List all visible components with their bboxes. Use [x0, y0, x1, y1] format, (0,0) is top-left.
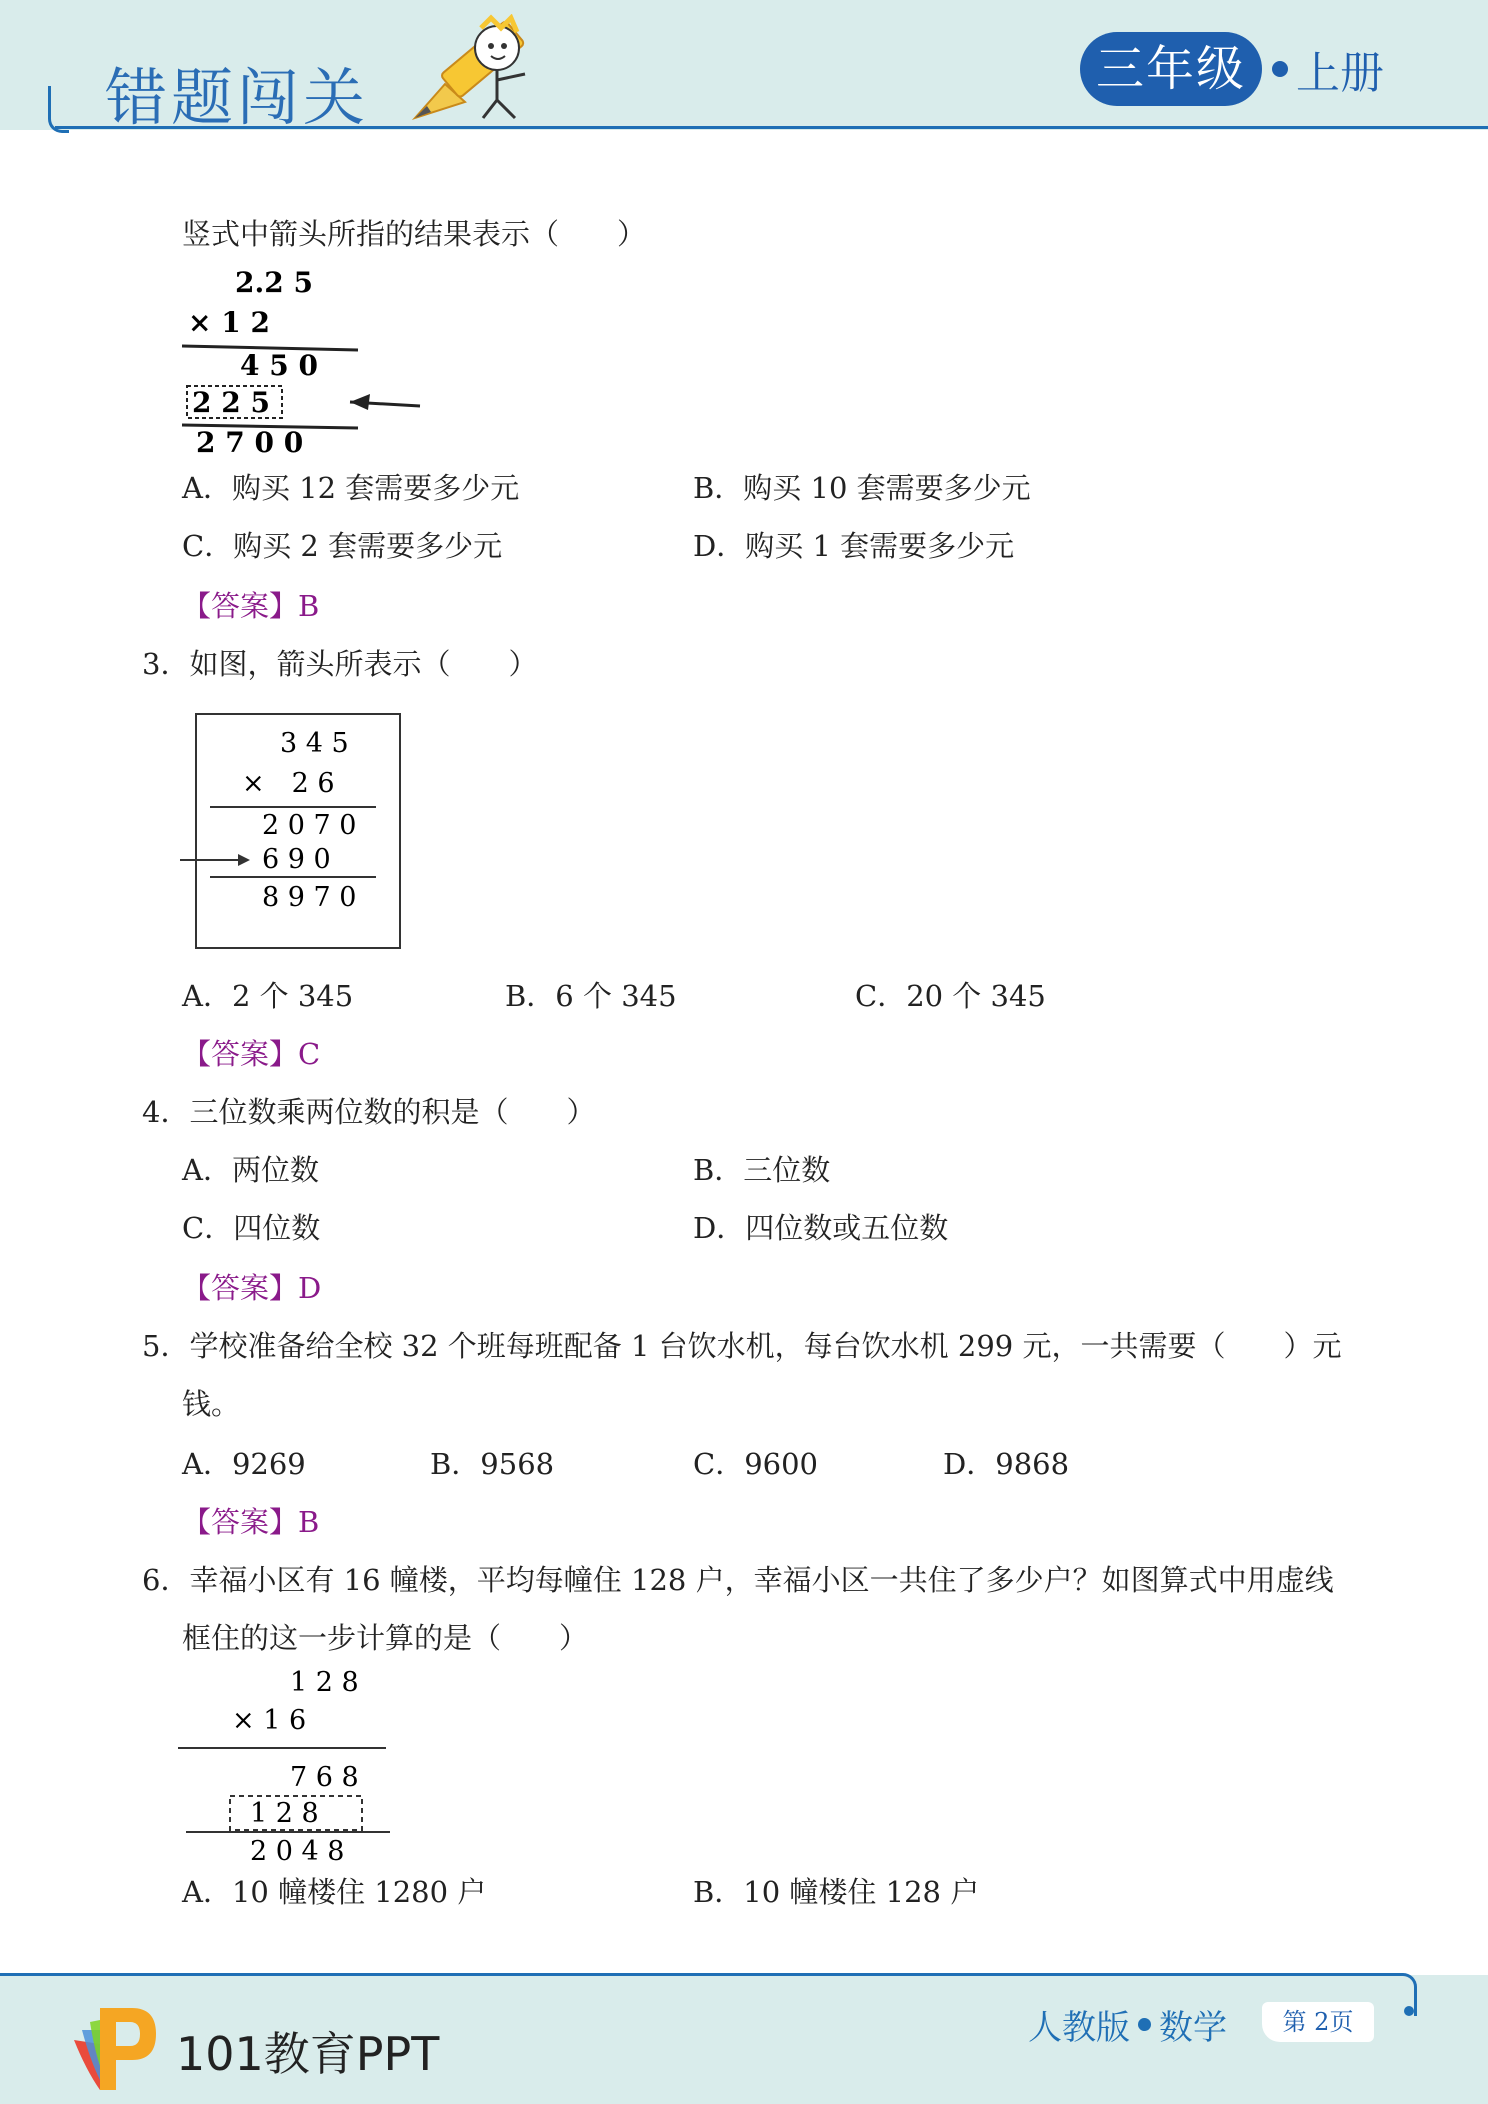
calc-row: 3 4 5	[280, 728, 349, 759]
q5-stem-line2: 钱。	[182, 1387, 241, 1421]
calc-row: 1 2 8	[290, 1667, 359, 1698]
calc-row: × 2 6	[242, 768, 335, 799]
brand-name: 101教育PPT	[176, 2027, 440, 2081]
q2-stem: 竖式中箭头所指的结果表示（ ）	[182, 217, 647, 251]
calc-row: 2 7 0 0	[196, 426, 304, 459]
subject-name: 数学	[1159, 2008, 1227, 2048]
calc-row: 1 2 8	[250, 1798, 319, 1829]
q4-option-b: B．三位数	[693, 1153, 831, 1187]
q6-option-a: A．10 幢楼住 1280 户	[182, 1875, 487, 1909]
calc-row: 6 9 0	[262, 844, 331, 875]
q4-option-d: D．四位数或五位数	[693, 1211, 949, 1245]
q2-option-c: C．购买 2 套需要多少元	[182, 529, 503, 563]
q4-stem: 4．三位数乘两位数的积是（ ）	[142, 1095, 596, 1129]
q3-option-a: A．2 个 345	[182, 979, 354, 1013]
q4-option-a: A．两位数	[182, 1153, 319, 1187]
calc-row: × 1 2	[188, 306, 270, 339]
q3-option-c: C．20 个 345	[855, 979, 1046, 1013]
separator-dot-icon	[1272, 61, 1288, 77]
grade-badge	[1080, 32, 1384, 106]
q6-vertical-calc	[176, 1664, 406, 1878]
q3-stem: 3．如图，箭头所表示（ ）	[142, 647, 538, 681]
q3-vertical-calc	[180, 712, 410, 956]
calc-row: 7 6 8	[290, 1762, 359, 1793]
edition-label	[1028, 2000, 1227, 2049]
calc-row: 4 5 0	[240, 349, 318, 382]
grade-label: 三年级	[1080, 32, 1262, 106]
q2-answer: 【答案】B	[182, 589, 320, 623]
q4-answer: 【答案】D	[182, 1271, 322, 1305]
q5-option-d: D．9868	[943, 1447, 1070, 1481]
q4-option-c: C．四位数	[182, 1211, 321, 1245]
header-title: 错题闯关	[105, 61, 370, 134]
q6-stem-line2: 框住的这一步计算的是（ ）	[182, 1621, 589, 1655]
footer-dot-icon	[1404, 2006, 1414, 2016]
brand-logo-icon	[70, 2000, 160, 2094]
calc-row: 8 9 7 0	[262, 882, 357, 913]
q6-option-b: B．10 幢楼住 128 户	[693, 1875, 980, 1909]
separator-dot-icon	[1138, 2018, 1151, 2031]
q5-option-b: B．9568	[430, 1447, 555, 1481]
pencil-mascot-icon	[405, 14, 555, 124]
calc-row: × 1 6	[232, 1705, 307, 1736]
calc-row: 2 2 5	[192, 386, 270, 419]
calc-row: 2 0 7 0	[262, 810, 357, 841]
calc-row: 2 0 4 8	[250, 1836, 345, 1867]
q5-option-a: A．9269	[182, 1447, 306, 1481]
q2-vertical-calc	[180, 262, 430, 466]
edition-name: 人教版	[1028, 2008, 1130, 2048]
q2-option-a: A．购买 12 套需要多少元	[182, 471, 520, 505]
q6-stem-line1: 6．幸福小区有 16 幢楼，平均每幢住 128 户，幸福小区一共住了多少户？如图算式中用虚线	[142, 1563, 1334, 1597]
q5-answer: 【答案】B	[182, 1505, 320, 1539]
page-number: 第 2页	[1262, 2002, 1374, 2042]
q5-option-c: C．9600	[693, 1447, 818, 1481]
q3-answer: 【答案】C	[182, 1037, 321, 1071]
footer-rule	[0, 1973, 1400, 1976]
calc-row: 2.2 5	[235, 266, 313, 299]
q2-option-d: D．购买 1 套需要多少元	[693, 529, 1015, 563]
q3-option-b: B．6 个 345	[505, 979, 677, 1013]
volume-label: 上册	[1296, 48, 1385, 99]
q2-option-b: B．购买 10 套需要多少元	[693, 471, 1031, 505]
q5-stem-line1: 5．学校准备给全校 32 个班每班配备 1 台饮水机，每台饮水机 299 元，一共需要（ ）元	[142, 1329, 1342, 1363]
